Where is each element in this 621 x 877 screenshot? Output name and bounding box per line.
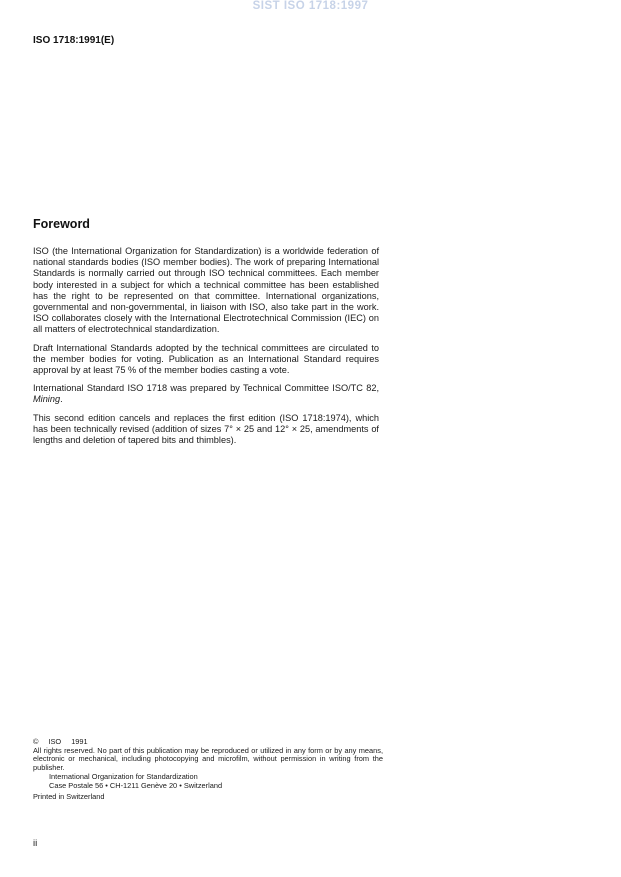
copyright-block (33, 738, 383, 801)
paragraph-3 (33, 383, 379, 405)
printed-in: Printed in Switzerland (33, 791, 105, 801)
copyright-year: 1991 (71, 737, 88, 746)
paragraph-3-end: . (60, 394, 63, 405)
section-heading: Foreword (33, 217, 90, 231)
paragraph-2: Draft International Standards adopted by the technical committees are circulated to the member bodies for voting. Publication as an International Standard requires approval by at least 75 % of the member bodies casting a vote. (33, 342, 379, 376)
committee-name: Mining (33, 394, 61, 405)
paragraph-1: ISO (the International Organization for Standardization) is a worldwide federation of national standards bodies (ISO member bodies). The work of preparing International Standards is normally carried out through ISO technical committees. Each member body interested in a subject for which a technical committee has been established has the right to be represented on that committee. International organizations, governmental and non-governmental, in liaison with ISO, also take part in the work. ISO collaborates closely with the International Electrotechnical Commission (IEC) on all matters of electrotechnical standardization. (33, 246, 379, 335)
page-number: ii (33, 838, 38, 849)
watermark: SIST ISO 1718:1997 (252, 0, 369, 12)
document-id: ISO 1718:1991(E) (33, 35, 115, 46)
address-line-1: International Organization for Standardization (49, 772, 198, 782)
publisher-address (33, 773, 383, 790)
paragraph-4: This second edition cancels and replaces the first edition (ISO 1718:1974), which has been technically revised (addition of sizes 7° × 25 and 12° × 25, amendments of lengths and deletion of tapered bits and thimbles). (33, 412, 379, 446)
rights-statement: All rights reserved. No part of this publication may be reproduced or utilized in any form or by any means, electronic or mechanical, including photocopying and microfilm, without permission in writing from the publisher. (33, 745, 383, 772)
paragraph-3-text: International Standard ISO 1718 was prepared by Technical Committee ISO/TC 82, (33, 383, 379, 394)
address-line-2: Case Postale 56 • CH-1211 Genève 20 • Switzerland (49, 780, 223, 790)
copyright-org: ISO (48, 737, 62, 746)
foreword-body (33, 246, 379, 453)
copyright-symbol: © (33, 737, 39, 746)
